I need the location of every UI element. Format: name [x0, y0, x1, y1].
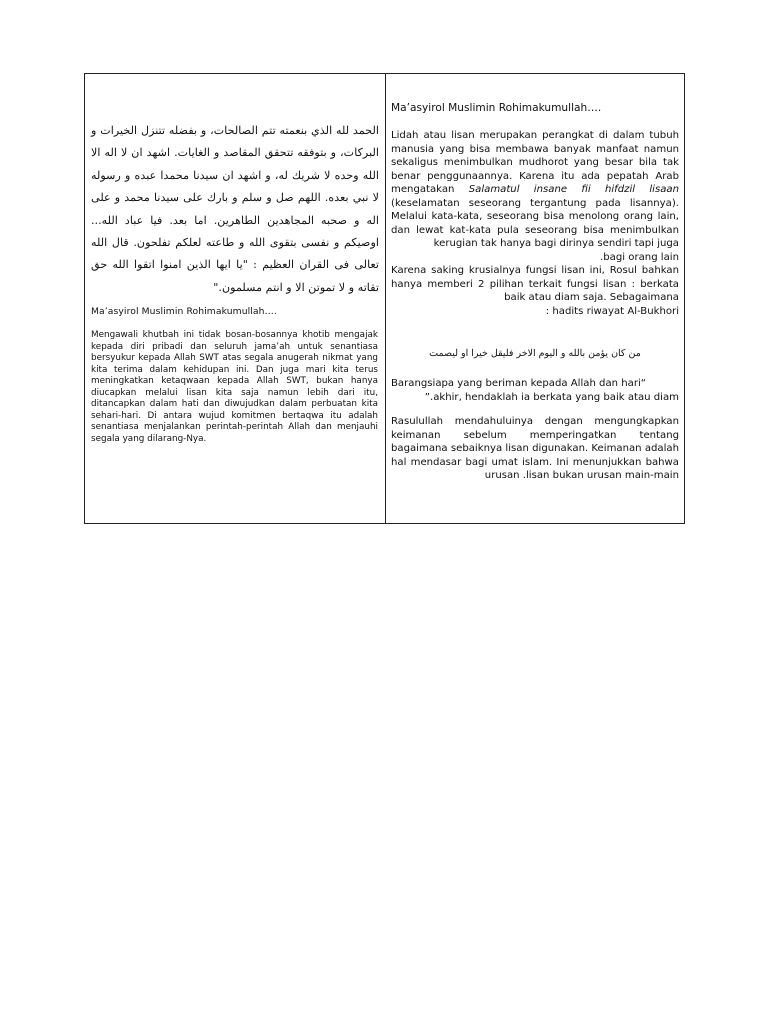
- hadith-arabic-text: من كان يؤمن بالله و اليوم الاخر فليقل خيرا او ليصمت: [429, 348, 641, 359]
- hadith-translation: [391, 377, 679, 405]
- closing-paragraph: Rasulullah mendahuluinya dengan mengungkapkan keimanan sebelum memperingatkan tentang bagaimana sebaiknya lisan digunakan. Keimanan adalah hal mendasar bagi umat islam. Ini menunjukkan bahwa urusan .lisan bukan urusan main-main: [391, 416, 679, 482]
- arabic-opening-prayer: الحمد لله الذي بنعمته تتم الصالحات، و بفضله تتنزل الخيرات و البركات، و بتوفقه تتحقق المقاصد و الغايات. اشهد ان لا اله الا الله وحده لا شريك له، و اشهد ان سيدنا محمدا عبده و رسوله لا نبي بعده. اللهم صل و سلم و بارك على سيدنا محمد و على اله و صحبه المجاهدين الطاهرين. اما بعد. فيا عباد الله... اوصيكم و نفسى بتقوى الله و طاعته لعلكم تفلحون. قال الله تعالى فى القران العظيم : "يا ايها الذين امنوا اتقوا الله حق تقاته و لا تموتن الا و انتم مسلمون.": [91, 124, 379, 294]
- left-body-paragraph: Mengawali khutbah ini tidak bosan-bosannya khotib mengajak kepada diri pribadi dan seluruh jama’ah untuk senantiasa bersyukur kepada Allah SWT atas segala anugerah nikmat yang kita terima dalam kehidupan ini. Dan juga mari kita terus meningkatkan ketaqwaan kepada Allah SWT, bukan hanya diucapkan melalui lisan kita saja namun lebih dari itu, ditancapkan dalam hati dan diwujudkan dalam perbuatan kita sehari-hari. Di antara wujud komitmen bertaqwa itu adalah senantiasa menjalankan perintah-perintah Allah dan menjauhi segala yang dilarang-Nya.: [91, 330, 378, 444]
- arab-proverb: Salamatul insane fii hifdzil lisaan: [468, 184, 679, 195]
- left-heading: Ma’asyirol Muslimin Rohimakumullah….: [91, 306, 277, 317]
- lisan-text-b: (keselamatan seseorang tergantung pada lisannya). Melalui kata-kata, seseorang bisa menolong orang lain, dan lewat kat-kata pula seseorang bisa menimbulkan kerugian tak hanya bagi dirinya sendiri tapi juga: [391, 197, 679, 249]
- translation-line-1: Barangsiapa yang beriman kepada Allah dan hari“: [391, 378, 647, 389]
- translation-line-2: ”.akhir, hendaklah ia berkata yang baik atau diam: [424, 392, 679, 403]
- two-column-table: [84, 73, 685, 524]
- hadith-intro-paragraph: Karena saking krusialnya fungsi lisan ini, Rosul bahkan hanya memberi 2 pilihan terkait fungsi lisan : berkata baik atau diam saja. Sebagaimana: [391, 265, 679, 303]
- right-body: [391, 129, 679, 318]
- right-column: [391, 74, 679, 523]
- column-divider: [385, 74, 386, 523]
- hadith-intro-end: : hadits riwayat Al-Bukhori: [545, 305, 679, 317]
- lisan-text-a: Lidah atau lisan merupakan perangkat di dalam tubuh manusia yang bisa membawa banyak manfaat namun sekaligus menimbulkan mudhorot yang besar bila tak benar penggunaannya. Karena itu ada pepatah Arab mengatakan: [391, 130, 679, 195]
- right-heading: Ma’asyirol Muslimin Rohimakumullah….: [391, 102, 602, 114]
- lisan-paragraph-end: .bagi orang lain: [600, 251, 679, 263]
- left-column: [91, 74, 379, 523]
- lisan-paragraph: [391, 129, 679, 251]
